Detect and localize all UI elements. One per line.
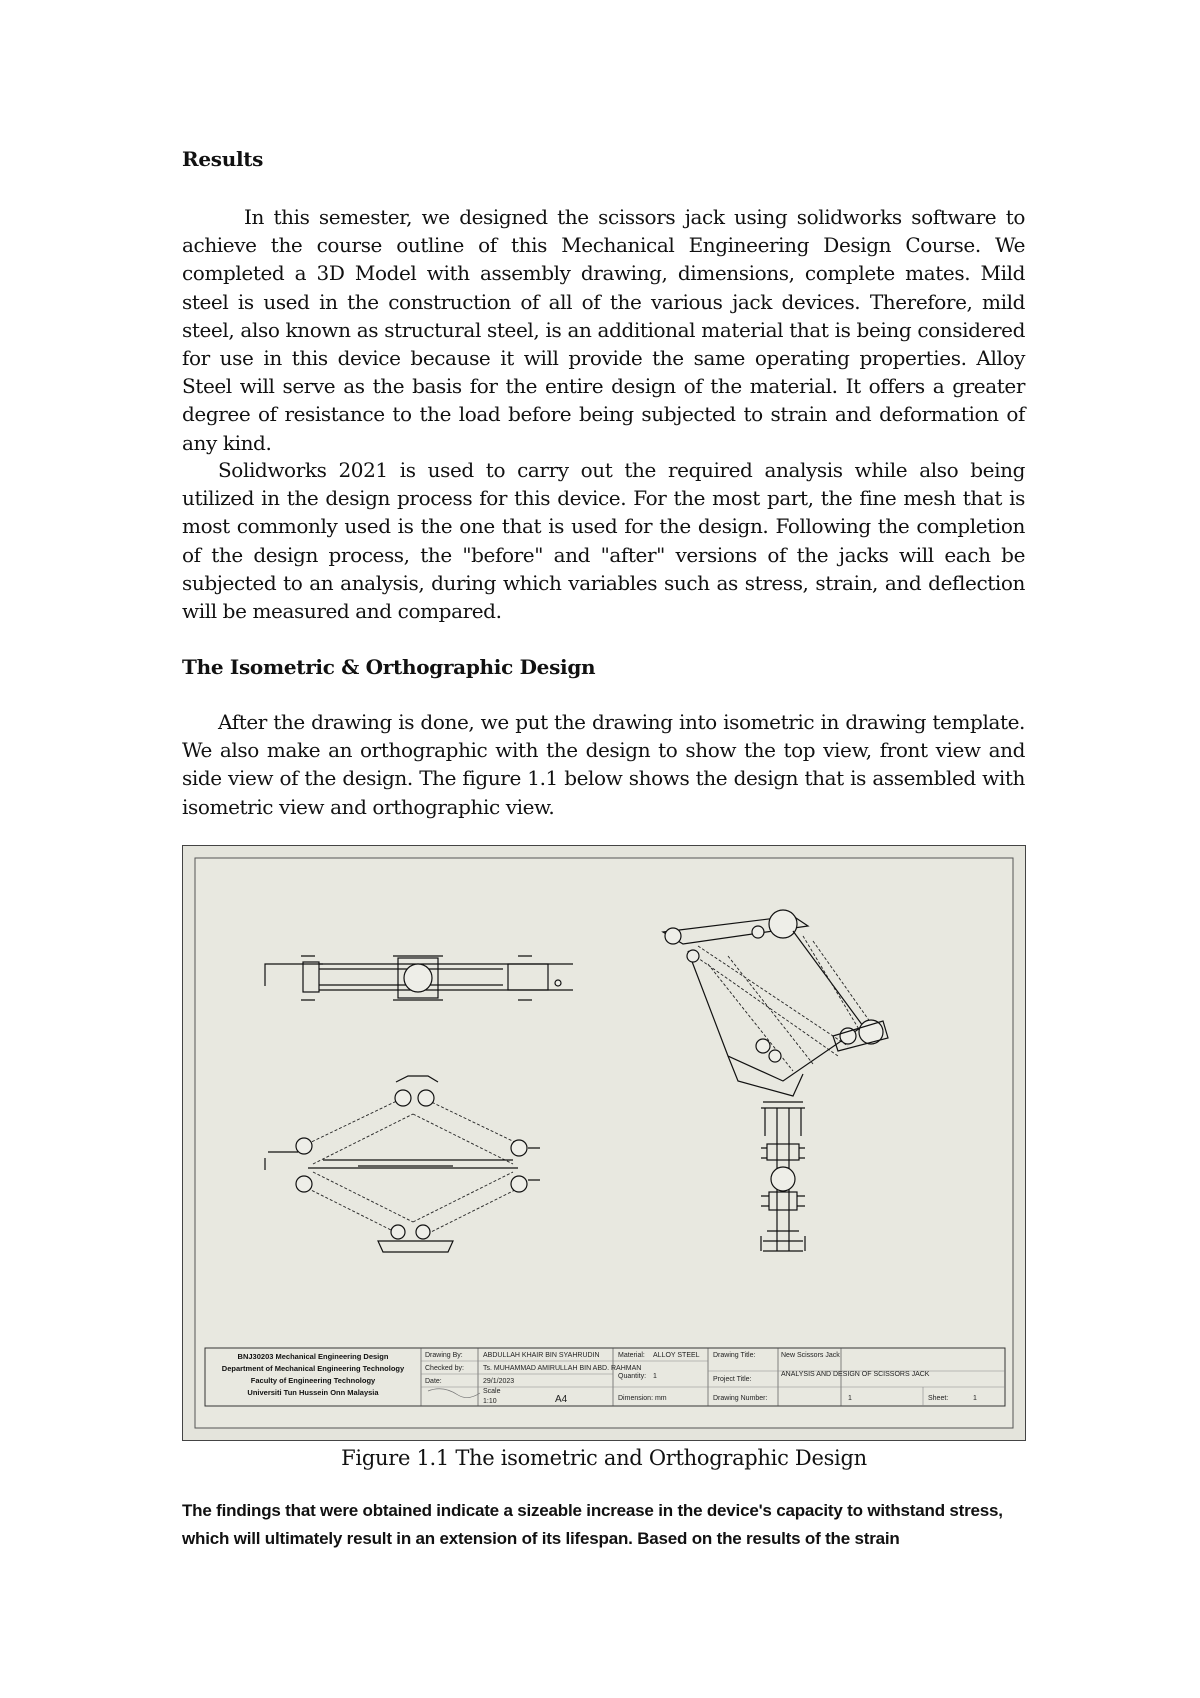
scale-value: 1:10 bbox=[483, 1398, 497, 1405]
isometric-paragraph: After the drawing is done, we put the drawing into isometric in drawing template. We also make an orthographic with the design to show the top view, front view and side view of the design. The figure 1.1 below shows the design that is assembled with isometric view and orthographic view. bbox=[182, 710, 1025, 819]
checked-by-value: Ts. MUHAMMAD AMIRULLAH BIN ABD. RAHMAN bbox=[483, 1365, 642, 1372]
quantity-label: Quantity: bbox=[618, 1373, 647, 1380]
findings-paragraph: The findings that were obtained indicate a sizeable increase in the device's capacity to withstand stress, which will ultimately result in an extension of its lifespan. Based on the results of the strain bbox=[182, 1501, 1003, 1548]
title-block-faculty: Faculty of Engineering Technology bbox=[250, 1376, 376, 1385]
drawing-title-value: New Scissors Jack bbox=[781, 1352, 840, 1359]
drawn-by-label: Drawing By: bbox=[425, 1352, 463, 1359]
engineering-drawing-image bbox=[183, 846, 1025, 1440]
title-block-university: Universiti Tun Hussein Onn Malaysia bbox=[247, 1388, 379, 1397]
results-heading: Results bbox=[182, 147, 264, 171]
figure-drawing bbox=[182, 845, 1026, 1441]
sheet-value: 1 bbox=[973, 1395, 977, 1402]
dimension-label: Dimension: mm bbox=[618, 1395, 667, 1402]
title-block-department: Department of Mechanical Engineering Technology bbox=[221, 1364, 405, 1373]
checked-by-label: Checked by: bbox=[425, 1365, 464, 1372]
results-paragraph-1: In this semester, we designed the scissors jack using solidworks software to achieve the course outline of this Mechanical Engineering Design Course. We completed a 3D Model with assembly drawing, dimensions, complete mates. Mild steel is used in the construction of all of the various jack devices. Therefore, mild steel, also known as structural steel, is an additional material that is being considered for use in this device because it will provide the same operating properties. Alloy Steel will serve as the basis for the entire design of the material. It offers a greater degree of resistance to the load before being subjected to strain and deformation of any kind. bbox=[182, 205, 1025, 455]
material-label: Material: bbox=[618, 1352, 645, 1359]
drawing-title-label: Drawing Title: bbox=[713, 1352, 756, 1359]
drawing-number-value: 1 bbox=[848, 1395, 852, 1402]
isometric-heading: The Isometric & Orthographic Design bbox=[182, 655, 596, 679]
paper-size-value: A4 bbox=[555, 1394, 568, 1405]
scale-label: Scale bbox=[483, 1388, 501, 1395]
date-value: 29/1/2023 bbox=[483, 1378, 515, 1385]
sheet-label: Sheet: bbox=[928, 1395, 949, 1402]
results-paragraph-2: Solidworks 2021 is used to carry out the required analysis while also being utilized in the design process for this device. For the most part, the fine mesh that is most commonly used is the one that is used for the design. Following the completion of the design process, the "before" and "after" versions of the jacks will each be subjected to an analysis, during which variables such as stress, strain, and deflection will be measured and compared. bbox=[182, 458, 1025, 624]
quantity-value: 1 bbox=[653, 1373, 657, 1380]
project-title-value: ANALYSIS AND DESIGN OF SCISSORS JACK bbox=[781, 1371, 930, 1378]
date-label: Date: bbox=[425, 1378, 442, 1385]
figure-caption: Figure 1.1 The isometric and Orthographic Design bbox=[341, 1446, 867, 1470]
drawing-number-label: Drawing Number: bbox=[713, 1395, 768, 1402]
drawn-by-value: ABDULLAH KHAIR BIN SYAHRUDIN bbox=[483, 1352, 600, 1359]
title-block-course: BNJ30203 Mechanical Engineering Design bbox=[237, 1352, 389, 1361]
material-value: ALLOY STEEL bbox=[653, 1352, 700, 1359]
project-title-label: Project Title: bbox=[713, 1376, 752, 1383]
